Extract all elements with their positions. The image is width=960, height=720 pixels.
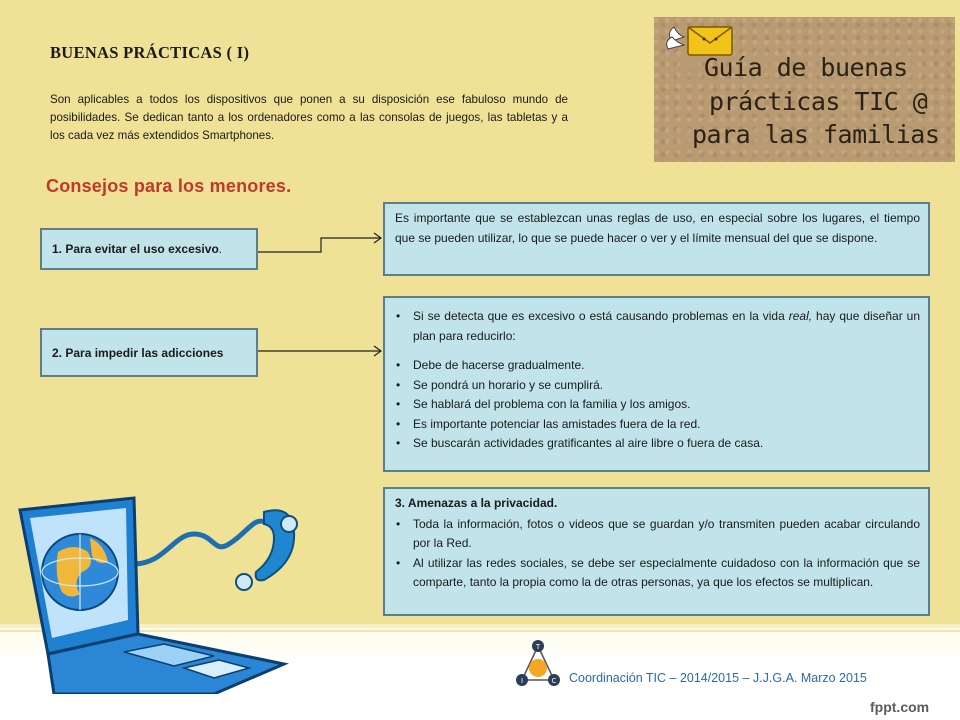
list-item	[395, 307, 920, 346]
tip-label-text: 1. Para evitar el uso excesivo	[52, 242, 219, 256]
tip-label-excessive-use	[40, 228, 258, 270]
phone-cord	[134, 521, 269, 564]
tic-logo-letter-t: T	[535, 643, 541, 651]
section-title: Consejos para los menores.	[46, 176, 292, 196]
list-item: • Se pondrá un horario y se cumplirá.	[395, 376, 920, 396]
fppt-watermark[interactable]: fppt.com	[870, 699, 930, 715]
advice-box-addiction-plan	[383, 296, 930, 472]
tic-logo-letter-i: I	[520, 677, 524, 685]
tic-logo	[510, 636, 566, 692]
globe-icon	[42, 534, 118, 610]
tip-label-addictions	[40, 328, 258, 377]
intro-paragraph: Son aplicables a todos los dispositivos que ponen a su disposición ese fabuloso mundo de posibilidades. Se dedican tanto a los ordenadores como a las consolas de juegos, las tabletas y a los cada vez más extendidos Smartphones.	[50, 93, 568, 142]
advice-text: Es importante que se establezcan unas reglas de uso, en especial sobre los lugares, el tiempo que se pueden utilizar, lo que se puede hacer o ver y el límite mensual del que se dispone.	[395, 211, 920, 245]
lead-text: Si se detecta que es excesivo o está causando problemas en la vida	[413, 309, 789, 323]
privacy-heading: 3. Amenazas a la privacidad.	[395, 496, 558, 510]
hero-text-line-3: para las familias	[692, 120, 940, 149]
lead-text-end: hay que diseñar un plan para reducirlo:	[413, 309, 920, 343]
list-item: • Al utilizar las redes sociales, se debe ser especialmente cuidadoso con la información que se comparte, tanto la propia como la de otras personas, ya que los efectos se multiplican.	[395, 554, 920, 593]
list-item: • Debe de hacerse gradualmente.	[395, 356, 920, 376]
list-item: • Es importante potenciar las amistades fuera de la red.	[395, 415, 920, 435]
footer-credit: Coordinación TIC – 2014/2015 – J.J.G.A. Marzo 2015	[569, 671, 867, 685]
laptop-globe-phone-illustration	[14, 494, 314, 694]
hero-text-line-1: Guía de buenas	[704, 53, 908, 82]
list-item: • Se hablará del problema con la familia y los amigos.	[395, 395, 920, 415]
privacy-list	[395, 515, 920, 593]
advice-box-privacy	[383, 487, 930, 616]
tic-logo-letter-c: C	[551, 677, 557, 685]
advice-list	[395, 307, 920, 454]
arrow-tip1-to-box1	[258, 238, 381, 252]
tip-label-text: 2. Para impedir las adicciones	[52, 345, 224, 360]
slide-title: BUENAS PRÁCTICAS ( I)	[50, 43, 250, 62]
tip-label-suffix: .	[218, 242, 223, 256]
lead-italic: real,	[788, 309, 813, 323]
list-item: • Toda la información, fotos o videos que se guardan y/o transmiten pueden acabar circulando por la Red.	[395, 515, 920, 554]
hero-text-line-2: prácticas TIC @	[709, 87, 928, 116]
list-item: • Se buscarán actividades gratificantes al aire libre o fuera de casa.	[395, 434, 920, 454]
advice-box-usage-rules	[383, 202, 930, 276]
